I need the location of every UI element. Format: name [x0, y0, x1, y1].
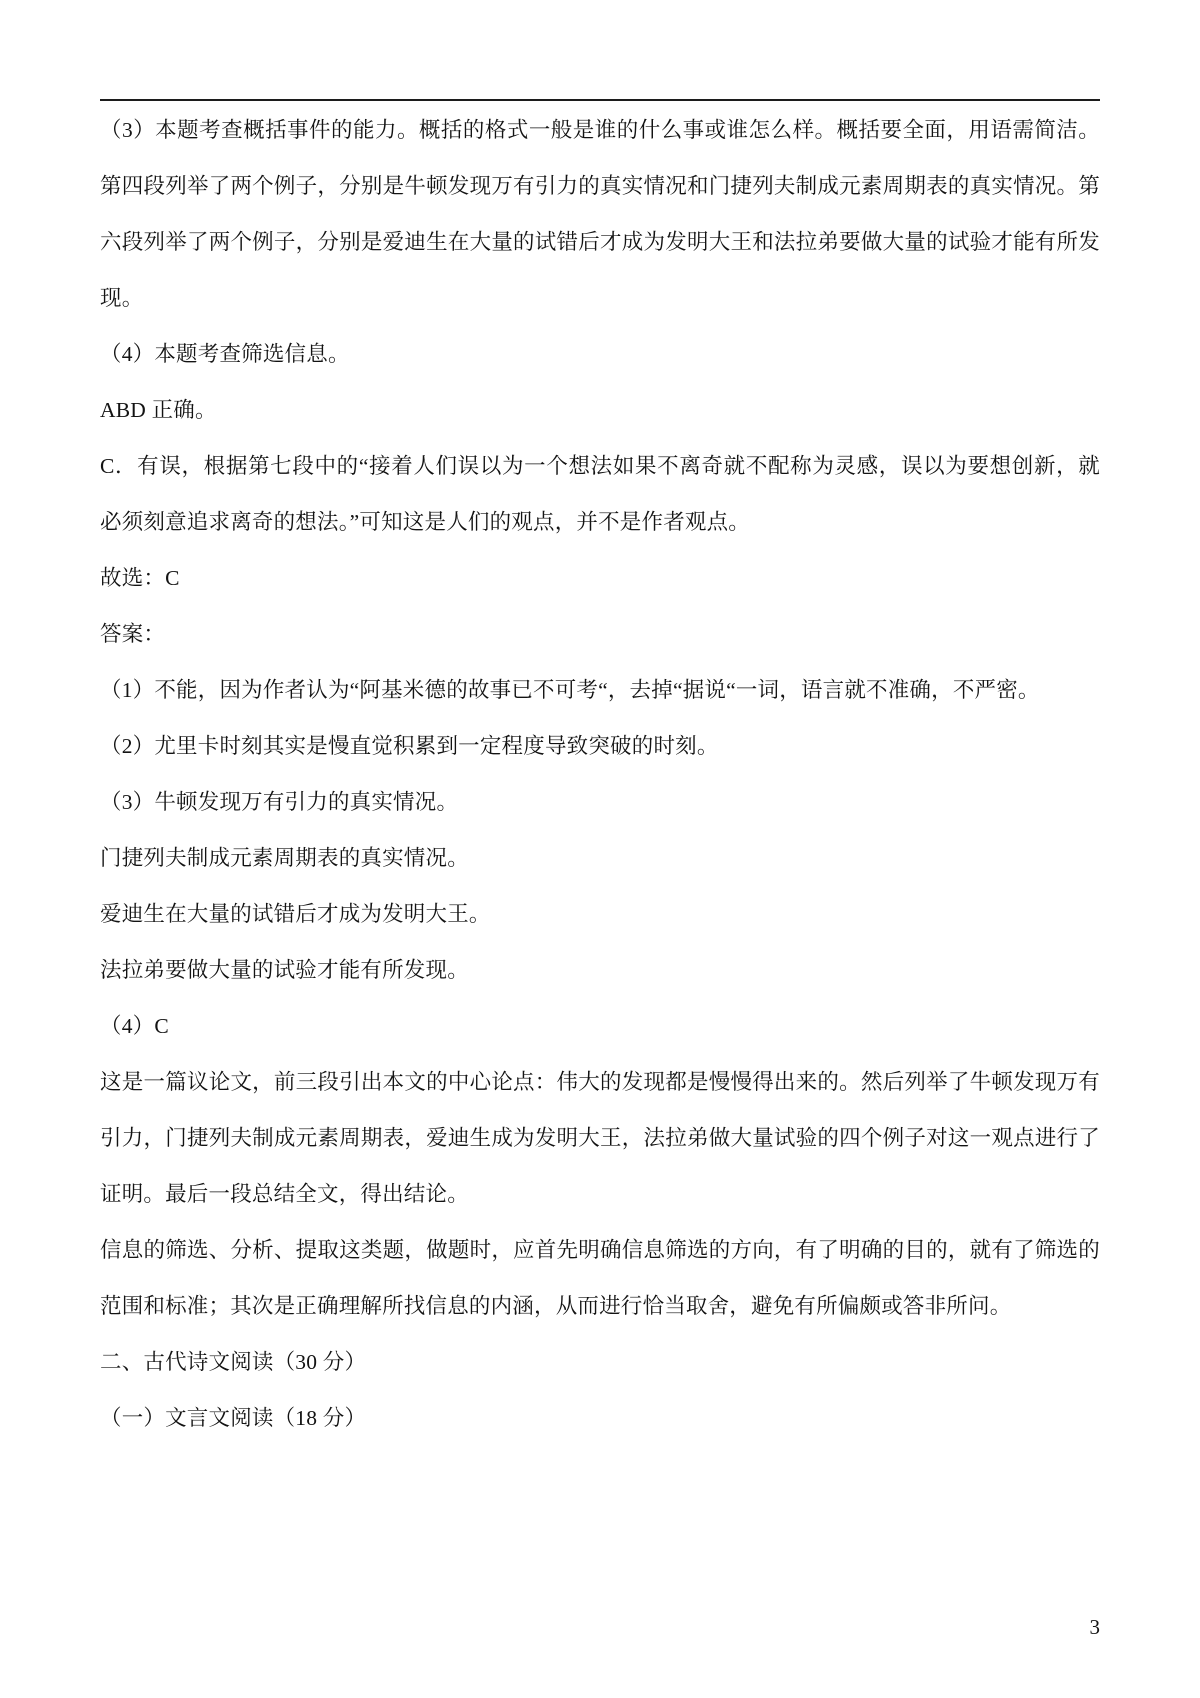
heading-section-2: 二、古代诗文阅读（30 分）: [100, 1350, 367, 1374]
para-answer-3c: 爱迪生在大量的试错后才成为发明大王。: [100, 902, 491, 926]
header-rule: [100, 99, 1100, 101]
para-abd-correct: ABD 正确。: [100, 398, 217, 422]
para-answer-4: （4）C: [100, 1014, 169, 1038]
para-answer-1: （1）不能，因为作者认为“阿基米德的故事已不可考“，去掉“据说“一词，语言就不准确，不严密。: [100, 678, 1040, 702]
para-q4-explanation: （4）本题考查筛选信息。: [100, 342, 350, 366]
para-choose-c: 故选：C: [100, 566, 180, 590]
para-q3-explanation: （3）本题考查概括事件的能力。概括的格式一般是谁的什么事或谁怎么样。概括要全面，用语需简洁。第四段列举了两个例子，分别是牛顿发现万有引力的真实情况和门捷列夫制成元素周期表的真实情况。第六段列举了两个例子，分别是爱迪生在大量的试错后才成为发明大王和法拉弟要做大量的试验才能有所发现。: [100, 118, 1100, 310]
para-answers-label: 答案：: [100, 622, 166, 646]
para-answer-3b: 门捷列夫制成元素周期表的真实情况。: [100, 846, 469, 870]
para-answer-2: （2）尤里卡时刻其实是慢直觉积累到一定程度导致突破的时刻。: [100, 734, 719, 758]
heading-section-2-1: （一）文言文阅读（18 分）: [100, 1406, 367, 1430]
para-answer-3d: 法拉弟要做大量的试验才能有所发现。: [100, 958, 469, 982]
page-number: 3: [1089, 1615, 1100, 1639]
para-answer-3a: （3）牛顿发现万有引力的真实情况。: [100, 790, 459, 814]
para-option-c-analysis: C．有误，根据第七段中的“接着人们误以为一个想法如果不离奇就不配称为灵感，误以为要想创新，就必须刻意追求离奇的想法。”可知这是人们的观点，并不是作者观点。: [100, 454, 1100, 534]
document-body: [100, 102, 1100, 1446]
para-essay-summary: 这是一篇议论文，前三段引出本文的中心论点：伟大的发现都是慢慢得出来的。然后列举了牛顿发现万有引力，门捷列夫制成元素周期表，爱迪生成为发明大王，法拉弟做大量试验的四个例子对这一观点进行了证明。最后一段总结全文，得出结论。: [100, 1070, 1100, 1206]
para-method-note: 信息的筛选、分析、提取这类题，做题时，应首先明确信息筛选的方向，有了明确的目的，就有了筛选的范围和标准；其次是正确理解所找信息的内涵，从而进行恰当取舍，避免有所偏颇或答非所问。: [100, 1238, 1100, 1318]
